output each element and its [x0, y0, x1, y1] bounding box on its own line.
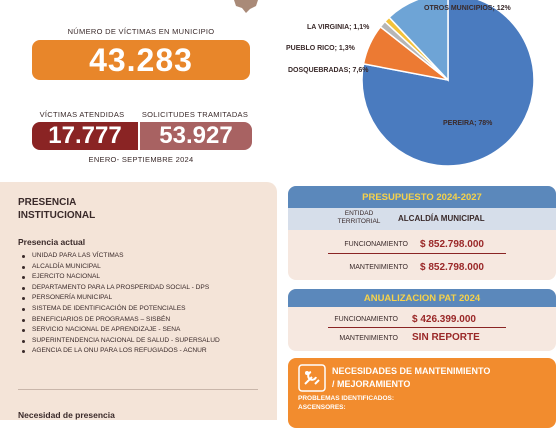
victims-count: 43.283 — [32, 40, 250, 80]
presence-title-line2: INSTITUCIONAL — [18, 210, 96, 221]
pie-label-dosquebradas: DOSQUEBRADAS; 7,6% — [288, 67, 369, 74]
presence-item: SUPERINTENDENCIA NACIONAL DE SALUD - SUPERSALUD — [18, 336, 273, 347]
map-fragment-icon — [232, 0, 260, 14]
presence-item: SISTEMA DE IDENTIFICACIÓN DE POTENCIALES — [18, 304, 273, 315]
budget-title: PRESUPUESTO 2024-2027 — [288, 186, 556, 208]
presence-item: BENEFICIARIOS DE PROGRAMAS – SISBÉN — [18, 315, 273, 326]
period-label: ENERO- SEPTIEMBRE 2024 — [88, 155, 194, 164]
pat-maintenance-label: MANTENIMIENTO — [339, 335, 398, 342]
pie-label-la-virginia: LA VIRGINIA; 1,1% — [307, 24, 370, 31]
pie-label-pereira: PEREIRA; 78% — [443, 120, 493, 127]
presence-item: DEPARTAMENTO PARA LA PROSPERIDAD SOCIAL - DPS — [18, 283, 273, 294]
pat-operation-underline — [328, 327, 506, 328]
budget-maintenance-label: MANTENIMIENTO — [349, 264, 408, 271]
presence-item: AGENCIA DE LA ONU PARA LOS REFUGIADOS - ACNUR — [18, 346, 273, 357]
pie-label-otros-municipios: OTROS MUNICIPIOS; 12% — [424, 5, 511, 12]
presence-title-line1: PRESENCIA — [18, 197, 77, 208]
pat-operation-label: FUNCIONAMIENTO — [334, 316, 398, 323]
budget-operation-underline — [328, 253, 506, 254]
pat-operation-value: $ 426.399.000 — [412, 314, 476, 325]
pie-label-pueblo-rico: PUEBLO RICO; 1,3% — [286, 45, 355, 52]
budget-card — [288, 186, 556, 280]
budget-operation-value: $ 852.798.000 — [420, 239, 484, 250]
presence-item: EJERCITO NACIONAL — [18, 272, 273, 283]
pat-card — [288, 289, 556, 351]
maintenance-needs-card — [288, 358, 556, 428]
presence-item: SERVICIO NACIONAL DE APRENDIZAJE - SENA — [18, 325, 273, 336]
presence-list — [18, 251, 273, 357]
entity-value: ALCALDÍA MUNICIPAL — [398, 214, 485, 223]
needs-title-line2: / MEJORAMIENTO — [332, 379, 411, 389]
needs-title-line1: NECESIDADES DE MANTENIMIENTO — [332, 366, 491, 376]
institutional-presence-panel — [0, 182, 277, 420]
pat-maintenance-value: SIN REPORTE — [412, 332, 480, 343]
requests-count: 53.927 — [140, 122, 252, 150]
problems-label: PROBLEMAS IDENTIFICADOS: — [298, 395, 395, 402]
requests-label: SOLICITUDES TRAMITADAS — [141, 110, 249, 119]
current-presence-label: Presencia actual — [18, 237, 86, 247]
budget-maintenance-value: $ 852.798.000 — [420, 262, 484, 273]
attended-count: 17.777 — [32, 122, 138, 150]
victims-label: NÚMERO DE VÍCTIMAS EN MUNICIPIO — [67, 27, 215, 36]
tools-icon — [298, 364, 326, 392]
attended-label: VÍCTIMAS ATENDIDAS — [39, 110, 125, 119]
need-presence-label: Necesidad de presencia — [18, 410, 115, 420]
presence-item: PERSONERÍA MUNICIPAL — [18, 293, 273, 304]
pat-title: ANUALIZACION PAT 2024 — [288, 289, 556, 307]
presence-divider — [18, 389, 258, 390]
elevators-label: ASCENSORES: — [298, 404, 346, 411]
presence-item: UNIDAD PARA LAS VÍCTIMAS — [18, 251, 273, 262]
municipality-pie-chart — [280, 0, 560, 180]
presence-item: ALCALDÍA MUNICIPAL — [18, 262, 273, 273]
entity-label: ENTIDAD TERRITORIAL — [337, 210, 381, 225]
budget-operation-label: FUNCIONAMIENTO — [344, 241, 408, 248]
